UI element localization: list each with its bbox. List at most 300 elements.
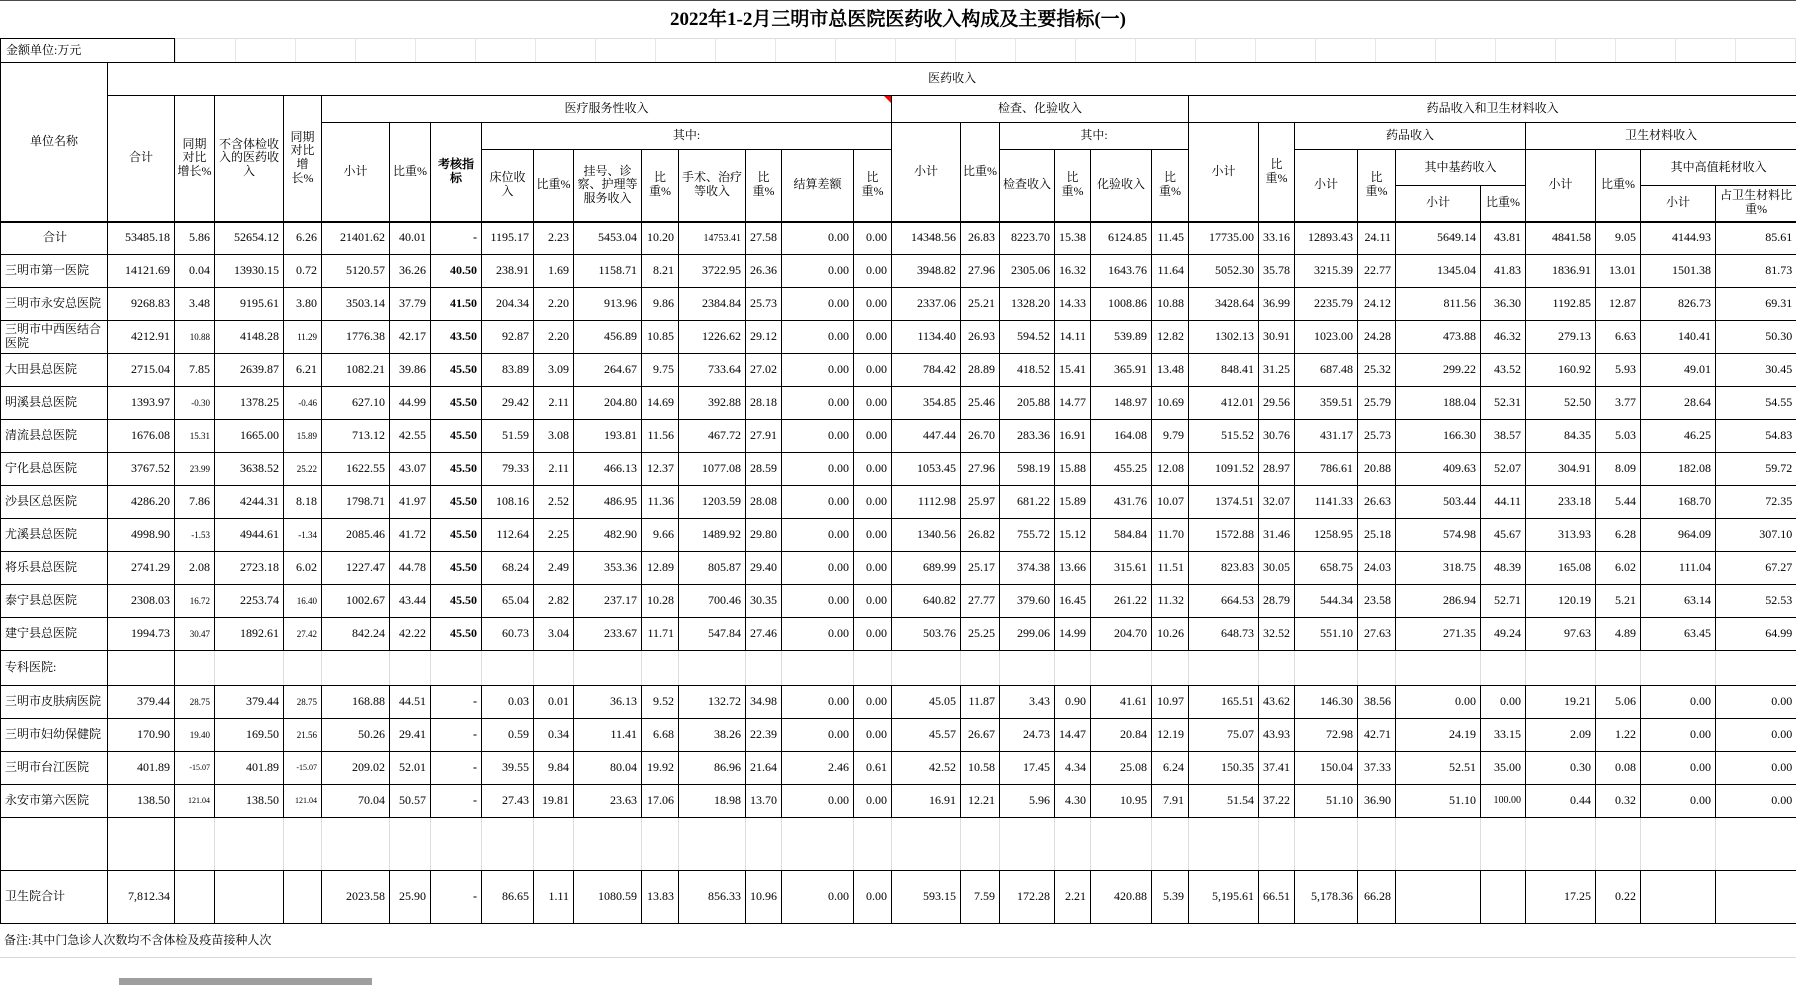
cell[interactable] xyxy=(782,651,854,686)
cell[interactable] xyxy=(1152,818,1189,871)
cell[interactable]: 80.04 xyxy=(574,752,642,785)
cell[interactable]: 42.17 xyxy=(390,321,431,354)
cell[interactable]: 44.51 xyxy=(390,686,431,719)
cell[interactable]: 25.73 xyxy=(1358,420,1396,453)
cell[interactable]: 353.36 xyxy=(574,552,642,585)
cell[interactable]: 84.35 xyxy=(1526,420,1596,453)
cell[interactable]: 2.49 xyxy=(534,552,574,585)
cell[interactable]: 2.20 xyxy=(534,288,574,321)
cell[interactable]: 16.91 xyxy=(892,785,961,818)
cell[interactable]: 10.07 xyxy=(1152,486,1189,519)
cell[interactable] xyxy=(574,818,642,871)
cell[interactable] xyxy=(1295,818,1358,871)
cell[interactable]: 0.00 xyxy=(854,420,892,453)
cell[interactable]: 856.33 xyxy=(679,871,746,924)
cell[interactable]: 0.00 xyxy=(1641,785,1716,818)
row-header[interactable]: 将乐县总医院 xyxy=(1,552,108,585)
cell[interactable]: 823.83 xyxy=(1189,552,1259,585)
cell[interactable]: 4286.20 xyxy=(108,486,175,519)
cell[interactable]: 12.82 xyxy=(1152,321,1189,354)
cell[interactable]: 1.69 xyxy=(534,255,574,288)
cell[interactable]: 52.50 xyxy=(1526,387,1596,420)
cell[interactable] xyxy=(679,818,746,871)
cell[interactable] xyxy=(782,818,854,871)
cell[interactable] xyxy=(1396,818,1481,871)
cell[interactable]: 0.00 xyxy=(854,618,892,651)
cell[interactable]: 3215.39 xyxy=(1295,255,1358,288)
header-total[interactable]: 合计 xyxy=(108,96,175,222)
cell[interactable]: 2741.29 xyxy=(108,552,175,585)
cell[interactable]: 13930.15 xyxy=(215,255,284,288)
cell[interactable]: 3.77 xyxy=(1596,387,1641,420)
cell[interactable]: 7,812.34 xyxy=(108,871,175,924)
cell[interactable]: 97.63 xyxy=(1526,618,1596,651)
cell[interactable]: 515.52 xyxy=(1189,420,1259,453)
cell[interactable]: 1393.97 xyxy=(108,387,175,420)
cell[interactable]: 0.44 xyxy=(1526,785,1596,818)
cell[interactable]: 9.66 xyxy=(642,519,679,552)
cell[interactable]: 473.88 xyxy=(1396,321,1481,354)
cell[interactable]: - xyxy=(431,222,482,255)
cell[interactable]: 9195.61 xyxy=(215,288,284,321)
cell[interactable]: 10.97 xyxy=(1152,686,1189,719)
cell[interactable]: 1258.95 xyxy=(1295,519,1358,552)
header-material-income[interactable]: 卫生材料收入 xyxy=(1526,123,1796,150)
header-weight-material[interactable]: 比重% xyxy=(1596,150,1641,222)
cell[interactable]: 1091.52 xyxy=(1189,453,1259,486)
cell[interactable]: 26.93 xyxy=(961,321,1000,354)
cell[interactable]: 86.96 xyxy=(679,752,746,785)
header-yoy-growth-2[interactable]: 同期对比增长% xyxy=(284,96,322,222)
cell[interactable]: 1676.08 xyxy=(108,420,175,453)
cell[interactable]: 29.12 xyxy=(746,321,782,354)
cell[interactable] xyxy=(1259,651,1295,686)
cell[interactable]: 261.22 xyxy=(1091,585,1152,618)
cell[interactable]: 2.25 xyxy=(534,519,574,552)
cell[interactable]: 14348.56 xyxy=(892,222,961,255)
header-kpi[interactable]: 考核指标 xyxy=(431,123,482,222)
cell[interactable] xyxy=(390,818,431,871)
cell[interactable]: 0.00 xyxy=(854,255,892,288)
cell[interactable]: -15.07 xyxy=(175,752,215,785)
cell[interactable]: 51.10 xyxy=(1396,785,1481,818)
row-header[interactable]: 永安市第六医院 xyxy=(1,785,108,818)
cell[interactable]: 14.11 xyxy=(1055,321,1091,354)
cell[interactable]: 315.61 xyxy=(1091,552,1152,585)
cell[interactable]: 0.00 xyxy=(854,871,892,924)
cell[interactable]: 29.41 xyxy=(390,719,431,752)
cell[interactable]: 365.91 xyxy=(1091,354,1152,387)
cell[interactable]: 4.30 xyxy=(1055,785,1091,818)
section-label-cell[interactable]: 专科医院: xyxy=(1,651,108,686)
cell[interactable]: 25.90 xyxy=(390,871,431,924)
cell[interactable]: 25.22 xyxy=(284,453,322,486)
cell[interactable]: 21.64 xyxy=(746,752,782,785)
cell[interactable] xyxy=(854,818,892,871)
cell[interactable]: 1374.51 xyxy=(1189,486,1259,519)
cell[interactable]: 681.22 xyxy=(1000,486,1055,519)
cell[interactable]: 22.77 xyxy=(1358,255,1396,288)
cell[interactable]: 431.17 xyxy=(1295,420,1358,453)
cell[interactable]: 784.42 xyxy=(892,354,961,387)
cell[interactable]: 8.18 xyxy=(284,486,322,519)
cell[interactable] xyxy=(482,818,534,871)
cell[interactable]: 409.63 xyxy=(1396,453,1481,486)
cell[interactable] xyxy=(1295,651,1358,686)
header-weight-registration[interactable]: 比重% xyxy=(642,150,679,222)
cell[interactable]: 482.90 xyxy=(574,519,642,552)
cell[interactable]: 3.04 xyxy=(534,618,574,651)
cell[interactable]: 7.85 xyxy=(175,354,215,387)
cell[interactable]: 19.92 xyxy=(642,752,679,785)
cell[interactable]: 354.85 xyxy=(892,387,961,420)
cell[interactable]: 0.00 xyxy=(854,785,892,818)
cell[interactable]: 52.71 xyxy=(1481,585,1526,618)
cell[interactable]: 1892.61 xyxy=(215,618,284,651)
cell[interactable]: 0.00 xyxy=(1641,686,1716,719)
cell[interactable]: 0.00 xyxy=(782,618,854,651)
cell[interactable] xyxy=(1,818,108,871)
cell[interactable]: 2023.58 xyxy=(322,871,390,924)
cell[interactable]: 755.72 xyxy=(1000,519,1055,552)
cell[interactable]: 486.95 xyxy=(574,486,642,519)
row-header[interactable]: 三明市中西医结合医院 xyxy=(1,321,108,354)
cell[interactable]: 0.00 xyxy=(854,686,892,719)
cell[interactable]: 2.82 xyxy=(534,585,574,618)
cell[interactable]: 447.44 xyxy=(892,420,961,453)
cell[interactable]: 5,195.61 xyxy=(1189,871,1259,924)
cell[interactable]: 182.08 xyxy=(1641,453,1716,486)
header-weight-exam[interactable]: 比重% xyxy=(961,123,1000,222)
cell[interactable]: 12893.43 xyxy=(1295,222,1358,255)
cell[interactable]: 5.03 xyxy=(1596,420,1641,453)
cell[interactable]: 0.00 xyxy=(1716,686,1796,719)
header-exam-lab-income[interactable]: 检查、化验收入 xyxy=(892,96,1189,123)
cell[interactable]: -1.53 xyxy=(175,519,215,552)
row-header[interactable]: 泰宁县总医院 xyxy=(1,585,108,618)
cell[interactable]: 50.57 xyxy=(390,785,431,818)
cell[interactable]: 37.79 xyxy=(390,288,431,321)
cell[interactable]: 111.04 xyxy=(1641,552,1716,585)
header-drug-income[interactable]: 药品收入 xyxy=(1295,123,1526,150)
cell[interactable]: -0.46 xyxy=(284,387,322,420)
cell[interactable]: 66.51 xyxy=(1259,871,1295,924)
cell[interactable]: 32.52 xyxy=(1259,618,1295,651)
cell[interactable]: 1112.98 xyxy=(892,486,961,519)
cell[interactable]: - xyxy=(431,719,482,752)
cell[interactable]: 1643.76 xyxy=(1091,255,1152,288)
cell[interactable]: 25.97 xyxy=(961,486,1000,519)
cell[interactable] xyxy=(1000,651,1055,686)
cell[interactable]: 27.63 xyxy=(1358,618,1396,651)
cell[interactable]: 9.84 xyxy=(534,752,574,785)
cell[interactable]: 5649.14 xyxy=(1396,222,1481,255)
cell[interactable]: 0.30 xyxy=(1526,752,1596,785)
cell[interactable]: 79.33 xyxy=(482,453,534,486)
header-exam-income[interactable]: 检查收入 xyxy=(1000,150,1055,222)
cell[interactable]: 16.40 xyxy=(284,585,322,618)
cell[interactable]: 30.47 xyxy=(175,618,215,651)
cell[interactable]: 2723.18 xyxy=(215,552,284,585)
cell[interactable]: 503.44 xyxy=(1396,486,1481,519)
cell[interactable]: 16.91 xyxy=(1055,420,1091,453)
cell[interactable] xyxy=(1716,818,1796,871)
cell[interactable]: 45.50 xyxy=(431,354,482,387)
cell[interactable]: 1.11 xyxy=(534,871,574,924)
cell[interactable]: 539.89 xyxy=(1091,321,1152,354)
cell[interactable]: 2337.06 xyxy=(892,288,961,321)
cell[interactable]: 28.75 xyxy=(284,686,322,719)
cell[interactable]: 27.46 xyxy=(746,618,782,651)
cell[interactable]: 16.72 xyxy=(175,585,215,618)
cell[interactable]: 2.46 xyxy=(782,752,854,785)
cell[interactable]: 0.00 xyxy=(854,552,892,585)
cell[interactable]: 43.93 xyxy=(1259,719,1295,752)
cell[interactable]: 30.35 xyxy=(746,585,782,618)
cell[interactable]: 28.59 xyxy=(746,453,782,486)
cell[interactable]: 1134.40 xyxy=(892,321,961,354)
cell[interactable]: 45.50 xyxy=(431,519,482,552)
row-header[interactable]: 三明市皮肤病医院 xyxy=(1,686,108,719)
cell[interactable]: 1002.67 xyxy=(322,585,390,618)
cell[interactable]: 0.61 xyxy=(854,752,892,785)
cell[interactable]: 17.25 xyxy=(1526,871,1596,924)
cell[interactable]: 168.70 xyxy=(1641,486,1716,519)
cell[interactable]: 4148.28 xyxy=(215,321,284,354)
cell[interactable]: 27.43 xyxy=(482,785,534,818)
cell[interactable] xyxy=(1526,651,1596,686)
cell[interactable]: 165.51 xyxy=(1189,686,1259,719)
cell[interactable]: 146.30 xyxy=(1295,686,1358,719)
cell[interactable]: 34.98 xyxy=(746,686,782,719)
cell[interactable]: - xyxy=(431,871,482,924)
cell[interactable]: 19.40 xyxy=(175,719,215,752)
cell[interactable]: 12.08 xyxy=(1152,453,1189,486)
cell[interactable]: 6.26 xyxy=(284,222,322,255)
cell[interactable]: 45.50 xyxy=(431,585,482,618)
cell[interactable]: 92.87 xyxy=(482,321,534,354)
cell[interactable]: 209.02 xyxy=(322,752,390,785)
cell[interactable]: 49.01 xyxy=(1641,354,1716,387)
cell[interactable]: 12.21 xyxy=(961,785,1000,818)
cell[interactable]: 237.17 xyxy=(574,585,642,618)
cell[interactable]: 24.11 xyxy=(1358,222,1396,255)
cell[interactable]: 15.31 xyxy=(175,420,215,453)
cell[interactable]: 1489.92 xyxy=(679,519,746,552)
cell[interactable]: 1340.56 xyxy=(892,519,961,552)
cell[interactable]: 689.99 xyxy=(892,552,961,585)
cell[interactable]: 52.01 xyxy=(390,752,431,785)
cell[interactable]: 8.21 xyxy=(642,255,679,288)
cell[interactable]: 21401.62 xyxy=(322,222,390,255)
cell[interactable]: 19.81 xyxy=(534,785,574,818)
cell[interactable]: 11.45 xyxy=(1152,222,1189,255)
cell[interactable]: 205.88 xyxy=(1000,387,1055,420)
header-weight-basedrug[interactable]: 比重% xyxy=(1481,186,1526,222)
cell[interactable] xyxy=(1396,651,1481,686)
cell[interactable] xyxy=(1091,818,1152,871)
cell[interactable]: 3.80 xyxy=(284,288,322,321)
cell[interactable]: 0.01 xyxy=(534,686,574,719)
header-weight-bed[interactable]: 比重% xyxy=(534,150,574,222)
cell[interactable]: 30.76 xyxy=(1259,420,1295,453)
cell[interactable] xyxy=(574,651,642,686)
cell[interactable] xyxy=(215,818,284,871)
cell[interactable]: 1053.45 xyxy=(892,453,961,486)
cell[interactable]: 640.82 xyxy=(892,585,961,618)
cell[interactable]: 0.00 xyxy=(782,719,854,752)
cell[interactable]: 412.01 xyxy=(1189,387,1259,420)
cell[interactable]: 2308.03 xyxy=(108,585,175,618)
cell[interactable]: 52.07 xyxy=(1481,453,1526,486)
cell[interactable]: 29.40 xyxy=(746,552,782,585)
cell[interactable]: 112.64 xyxy=(482,519,534,552)
cell[interactable]: 7.91 xyxy=(1152,785,1189,818)
cell[interactable]: 25.18 xyxy=(1358,519,1396,552)
cell[interactable]: 1776.38 xyxy=(322,321,390,354)
cell[interactable]: 9.52 xyxy=(642,686,679,719)
cell[interactable]: 1.22 xyxy=(1596,719,1641,752)
cell[interactable]: 3638.52 xyxy=(215,453,284,486)
cell[interactable]: 170.90 xyxy=(108,719,175,752)
cell[interactable]: 12.19 xyxy=(1152,719,1189,752)
cell[interactable]: 36.13 xyxy=(574,686,642,719)
cell[interactable]: 420.88 xyxy=(1091,871,1152,924)
cell[interactable]: 5.21 xyxy=(1596,585,1641,618)
cell[interactable]: 25.08 xyxy=(1091,752,1152,785)
cell[interactable]: 5.96 xyxy=(1000,785,1055,818)
cell[interactable]: 25.17 xyxy=(961,552,1000,585)
cell[interactable]: 24.28 xyxy=(1358,321,1396,354)
cell[interactable]: 43.52 xyxy=(1481,354,1526,387)
cell[interactable]: 1378.25 xyxy=(215,387,284,420)
cell[interactable]: 304.91 xyxy=(1526,453,1596,486)
cell[interactable]: 27.58 xyxy=(746,222,782,255)
cell[interactable]: 0.00 xyxy=(782,585,854,618)
cell[interactable] xyxy=(284,651,322,686)
cell[interactable] xyxy=(1641,651,1716,686)
cell[interactable]: 0.00 xyxy=(782,785,854,818)
cell[interactable]: 271.35 xyxy=(1396,618,1481,651)
cell[interactable]: 16.45 xyxy=(1055,585,1091,618)
cell[interactable]: 598.19 xyxy=(1000,453,1055,486)
cell[interactable]: 4144.93 xyxy=(1641,222,1716,255)
cell[interactable]: 26.82 xyxy=(961,519,1000,552)
header-weight-surgery[interactable]: 比重% xyxy=(746,150,782,222)
cell[interactable]: 45.57 xyxy=(892,719,961,752)
cell[interactable]: 52654.12 xyxy=(215,222,284,255)
header-lab-income[interactable]: 化验收入 xyxy=(1091,150,1152,222)
cell[interactable]: 36.26 xyxy=(390,255,431,288)
cell[interactable]: 50.26 xyxy=(322,719,390,752)
cell[interactable]: 2.23 xyxy=(534,222,574,255)
cell[interactable]: 39.86 xyxy=(390,354,431,387)
cell[interactable]: 13.70 xyxy=(746,785,782,818)
cell[interactable]: 26.70 xyxy=(961,420,1000,453)
cell[interactable]: 50.30 xyxy=(1716,321,1796,354)
cell[interactable]: 85.61 xyxy=(1716,222,1796,255)
cell[interactable]: 1082.21 xyxy=(322,354,390,387)
header-high-value[interactable]: 其中高值耗材收入 xyxy=(1641,150,1796,186)
cell[interactable]: 72.98 xyxy=(1295,719,1358,752)
cell[interactable]: 44.99 xyxy=(390,387,431,420)
cell[interactable]: 11.51 xyxy=(1152,552,1189,585)
cell[interactable] xyxy=(1716,651,1796,686)
cell[interactable]: 0.00 xyxy=(782,255,854,288)
cell[interactable]: 26.36 xyxy=(746,255,782,288)
cell[interactable]: 700.46 xyxy=(679,585,746,618)
cell[interactable]: 43.44 xyxy=(390,585,431,618)
cell[interactable] xyxy=(1716,871,1796,924)
header-bed-income[interactable]: 床位收入 xyxy=(482,150,534,222)
cell[interactable]: 28.79 xyxy=(1259,585,1295,618)
cell[interactable]: 8.09 xyxy=(1596,453,1641,486)
cell[interactable]: 6.63 xyxy=(1596,321,1641,354)
cell[interactable]: 27.96 xyxy=(961,255,1000,288)
cell[interactable]: 1195.17 xyxy=(482,222,534,255)
cell[interactable]: 65.04 xyxy=(482,585,534,618)
cell[interactable] xyxy=(534,651,574,686)
header-weight-drug[interactable]: 比重% xyxy=(1358,150,1396,222)
header-drug-material-income[interactable]: 药品收入和卫生材料收入 xyxy=(1189,96,1796,123)
cell[interactable]: 26.63 xyxy=(1358,486,1396,519)
unit-note-cell[interactable]: 金额单位:万元 xyxy=(0,38,175,62)
cell[interactable]: 238.91 xyxy=(482,255,534,288)
cell[interactable]: 46.32 xyxy=(1481,321,1526,354)
cell[interactable]: 44.78 xyxy=(390,552,431,585)
cell[interactable]: 0.03 xyxy=(482,686,534,719)
cell[interactable]: - xyxy=(431,785,482,818)
cell[interactable]: 5120.57 xyxy=(322,255,390,288)
header-subtotal-exam[interactable]: 小计 xyxy=(892,123,961,222)
cell[interactable]: 3.08 xyxy=(534,420,574,453)
header-subtotal-basedrug[interactable]: 小计 xyxy=(1396,186,1481,222)
cell[interactable] xyxy=(961,651,1000,686)
header-among-exam[interactable]: 其中: xyxy=(1000,123,1189,150)
header-subtotal-service[interactable]: 小计 xyxy=(322,123,390,222)
cell[interactable]: 70.04 xyxy=(322,785,390,818)
cell[interactable]: 401.89 xyxy=(215,752,284,785)
cell[interactable]: 16.32 xyxy=(1055,255,1091,288)
cell[interactable]: 401.89 xyxy=(108,752,175,785)
cell[interactable]: 52.53 xyxy=(1716,585,1796,618)
cell[interactable]: 15.38 xyxy=(1055,222,1091,255)
cell[interactable]: 6124.85 xyxy=(1091,222,1152,255)
cell[interactable] xyxy=(1481,651,1526,686)
header-medical-service-income[interactable] xyxy=(322,96,892,123)
cell[interactable]: 11.29 xyxy=(284,321,322,354)
cell[interactable]: 11.41 xyxy=(574,719,642,752)
cell[interactable]: 11.87 xyxy=(961,686,1000,719)
cell[interactable]: 81.73 xyxy=(1716,255,1796,288)
header-registration-income[interactable]: 挂号、诊察、护理等服务收入 xyxy=(574,150,642,222)
cell[interactable] xyxy=(1055,818,1091,871)
cell[interactable] xyxy=(431,818,482,871)
cell[interactable] xyxy=(431,651,482,686)
cell[interactable]: 0.32 xyxy=(1596,785,1641,818)
cell[interactable]: 41.61 xyxy=(1091,686,1152,719)
cell[interactable]: 108.16 xyxy=(482,486,534,519)
cell[interactable]: 30.91 xyxy=(1259,321,1295,354)
cell[interactable]: 14.69 xyxy=(642,387,679,420)
cell[interactable]: 805.87 xyxy=(679,552,746,585)
cell[interactable]: 0.04 xyxy=(175,255,215,288)
cell[interactable]: 658.75 xyxy=(1295,552,1358,585)
cell[interactable]: 166.30 xyxy=(1396,420,1481,453)
cell[interactable] xyxy=(1641,818,1716,871)
cell[interactable]: 51.59 xyxy=(482,420,534,453)
header-subtotal-drug[interactable]: 小计 xyxy=(1295,150,1358,222)
